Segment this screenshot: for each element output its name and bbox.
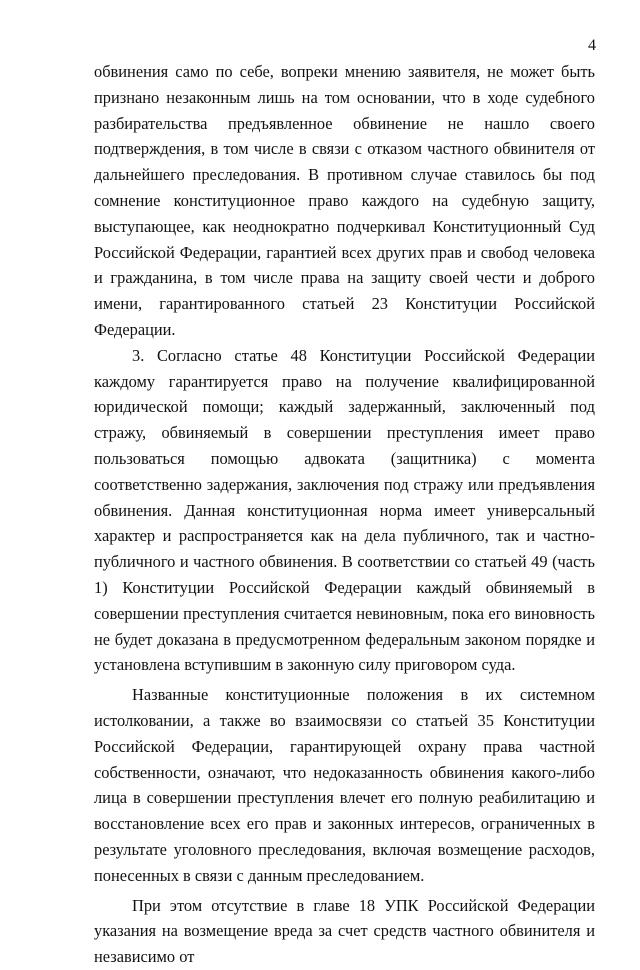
page-number: 4 — [588, 37, 596, 54]
paragraph-3: Названные конституционные положения в их системном истолковании, а также во взаимосвязи со статьей 35 Конституции Российской Федерации, гарантирующей охрану права частной собственности, означают, что недоказанность обвинения какого-либо лица в совершении преступления влечет его полную реабилитацию и восстановление всех его прав и законных интересов, ограниченных в результате уголовного преследования, включая возмещение расходов, понесенных в связи с данным преследованием. — [94, 685, 595, 885]
paragraph-1: обвинения само по себе, вопреки мнению заявителя, не может быть признано незаконным лишь на том основании, что в ходе судебного разбирательства предъявленное обвинение не нашло своего подтверждения, в том числе в связи с отказом частного обвинителя от дальнейшего преследования. В противном случае ставилось бы под сомнение конституционное право каждого на судебную защиту, выступающее, как неоднократно подчеркивал Конституционный Суд Российской Федерации, гарантией всех других прав и свобод человека и гражданина, в том числе права на защиту своей чести и доброго имени, гарантированного статьей 23 Конституции Российской Федерации. — [94, 62, 595, 339]
document-body — [94, 59, 595, 970]
paragraph-4: При этом отсутствие в главе 18 УПК Российской Федерации указания на возмещение вреда за счет средств частного обвинителя и независимо от — [94, 895, 595, 967]
paragraph-2: 3. Согласно статье 48 Конституции Российской Федерации каждому гарантируется право на получение квалифицированной юридической помощи; каждый задержанный, заключенный под стражу, обвиняемый в совершении преступления имеет право пользоваться помощью адвоката (защитника) с момента соответственно задержания, заключения под стражу или предъявления обвинения. Данная конституционная норма имеет универсальный характер и распространяется как на дела публичного, так и частно-публичного и частного обвинения. В соответствии со статьей 49 (часть 1) Конституции Российской Федерации каждый обвиняемый в совершении преступления считается невиновным, пока его виновность не будет доказана в предусмотренном федеральным законом порядке и установлена вступившим в законную силу приговором суда. — [94, 345, 595, 675]
